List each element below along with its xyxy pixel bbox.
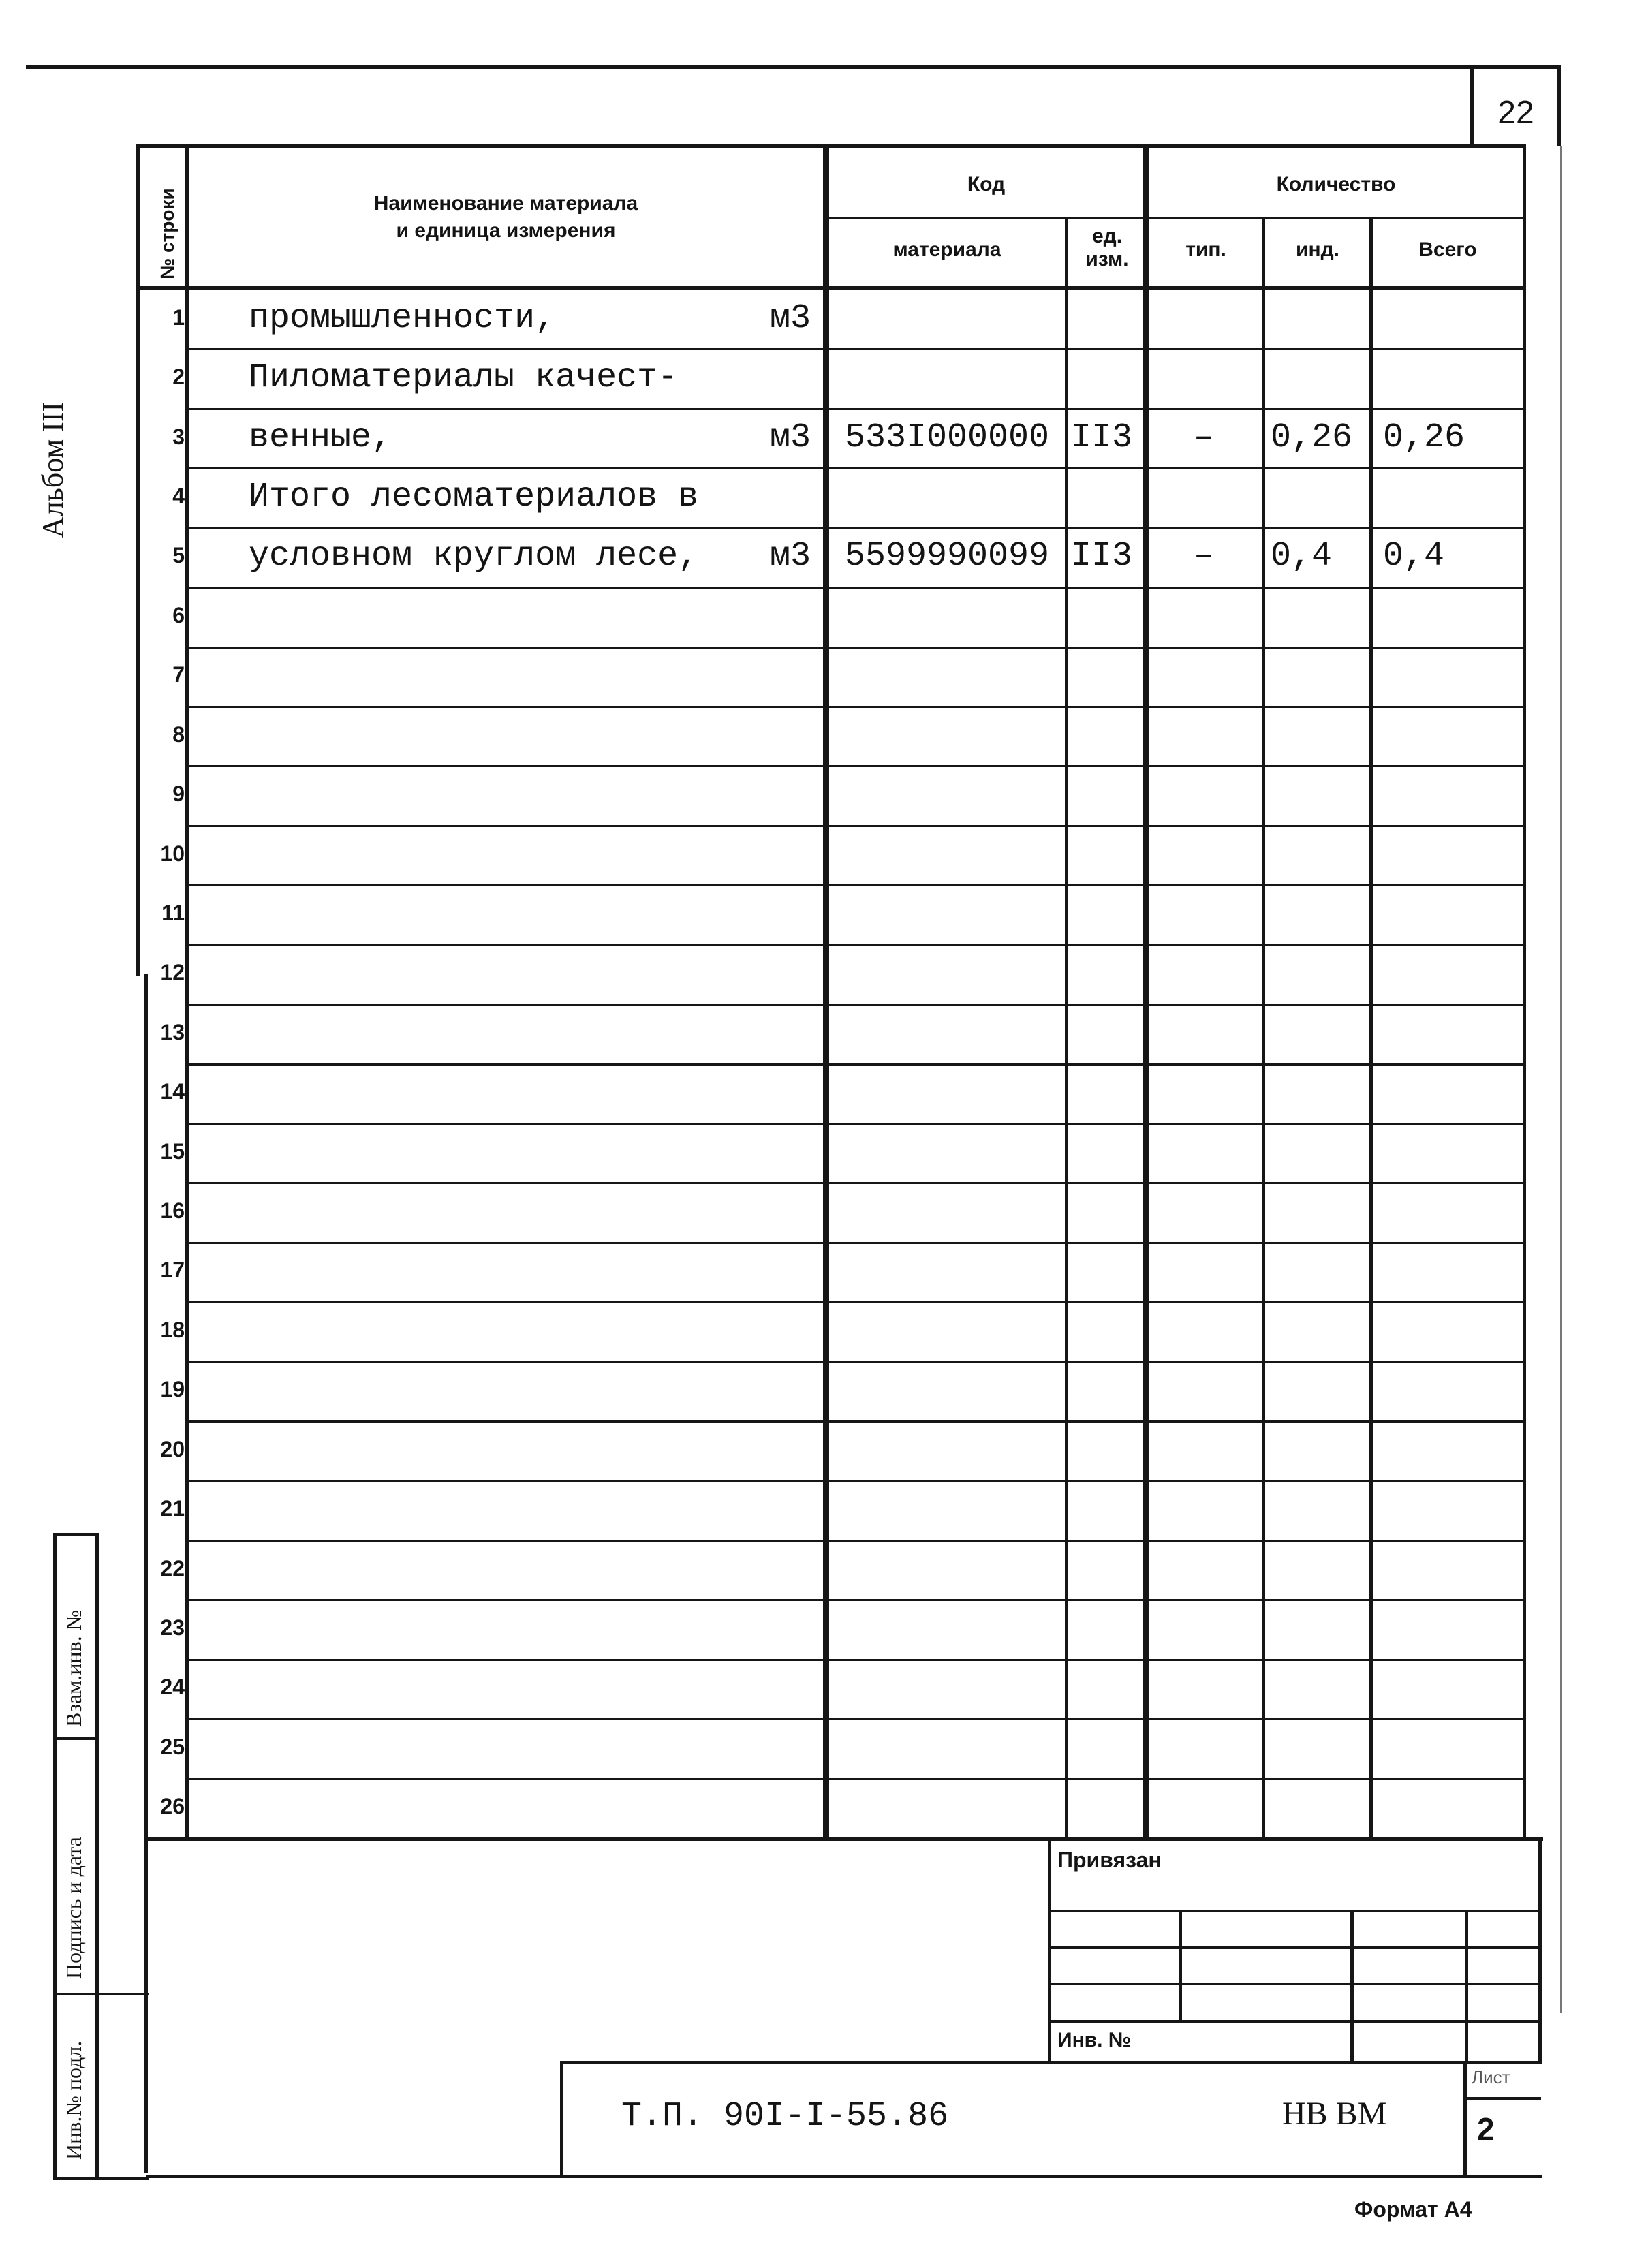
header-qty-typ: тип.: [1185, 238, 1226, 261]
side-stamp-left-edge: [53, 1533, 57, 2180]
row-number: 4: [172, 484, 185, 508]
row-unit: м3: [770, 299, 811, 338]
header-bottom-rule: [136, 286, 1526, 290]
header-mid-rule: [826, 217, 1526, 219]
row-rule: [187, 1004, 1525, 1006]
sheet-label: Лист: [1472, 2067, 1510, 2087]
row-rule: [187, 944, 1525, 946]
code-qty-divider: [1143, 144, 1149, 1839]
privyazan-col-2: [1350, 1910, 1354, 2063]
row-unit: м3: [770, 418, 811, 457]
header-name-line2: и единица измерения: [396, 219, 616, 242]
row-number: 8: [172, 722, 185, 747]
row-rule: [187, 1123, 1525, 1125]
row-rule: [187, 467, 1525, 469]
row-rule: [187, 1540, 1525, 1542]
row-rule: [187, 1182, 1525, 1184]
row-name: промышленности,: [249, 299, 556, 338]
row-qty-total: 0,4: [1383, 537, 1445, 576]
row-number: 16: [160, 1198, 185, 1223]
row-number: 26: [160, 1794, 185, 1818]
designation-code: НВ ВМ: [1282, 2096, 1387, 2132]
right-margin-edge: [1560, 146, 1562, 2013]
page-number-box-left: [1470, 65, 1474, 146]
row-unit: м3: [770, 537, 811, 576]
designation-left: [560, 2061, 563, 2178]
row-unit-code: II3: [1071, 537, 1133, 576]
row-rule: [187, 884, 1525, 886]
row-qty-typ: –: [1194, 418, 1215, 457]
row-number: 18: [160, 1318, 185, 1342]
code-unit-divider: [1065, 217, 1068, 1839]
row-rule: [187, 1599, 1525, 1601]
row-qty-ind: 0,4: [1271, 537, 1333, 576]
side-stamp-top: [53, 1533, 99, 1536]
right-edge: [1523, 144, 1526, 1841]
header-code-material: материала: [892, 238, 1001, 261]
sheet-number: 2: [1477, 2111, 1495, 2147]
row-number: 21: [160, 1496, 185, 1521]
header-code: Код: [967, 173, 1006, 196]
privyazan-right-edge: [1538, 1839, 1542, 2064]
inv-no-label: Инв. №: [1057, 2029, 1132, 2051]
ind-total-divider: [1369, 217, 1373, 1839]
row-number: 13: [160, 1020, 185, 1044]
row-name: венные,: [249, 418, 392, 457]
row-qty-ind: 0,26: [1271, 418, 1353, 457]
name-code-divider: [823, 144, 829, 1839]
row-number: 19: [160, 1377, 185, 1401]
table-top-border: [136, 144, 1526, 148]
row-number: 23: [160, 1615, 185, 1640]
row-number: 9: [172, 781, 185, 806]
row-number: 20: [160, 1437, 185, 1461]
row-rule: [187, 1361, 1525, 1363]
header-row-no: № строки: [157, 188, 178, 279]
side-stamp-right-edge: [95, 1533, 99, 2180]
privyazan-col-1: [1179, 1910, 1182, 2020]
format-label: Формат А4: [1354, 2197, 1472, 2222]
row-rule: [187, 706, 1525, 708]
privyazan-label: Привязан: [1057, 1848, 1162, 1872]
sheet-label-rule: [1465, 2097, 1541, 2100]
row-number: 10: [160, 841, 185, 866]
row-number: 22: [160, 1556, 185, 1581]
row-number: 1: [172, 305, 185, 330]
row-code: 533I000000: [845, 418, 1050, 457]
designation-bottom: [146, 2175, 1542, 2178]
row-rule: [187, 1420, 1525, 1423]
row-rule: [187, 1301, 1525, 1303]
typ-ind-divider: [1262, 217, 1265, 1839]
row-rule: [187, 348, 1525, 350]
side-stamp-sep1: [53, 1737, 99, 1740]
row-number: 12: [160, 960, 185, 984]
row-code: 5599990099: [845, 537, 1050, 576]
stamp-podpis-data: Подпись и дата: [61, 1837, 86, 1979]
privyazan-col-3: [1465, 1910, 1468, 2063]
row-number: 14: [160, 1079, 185, 1104]
row-number: 2: [172, 364, 185, 389]
row-number: 11: [161, 901, 185, 925]
row-number: 17: [160, 1258, 185, 1282]
row-rule: [187, 408, 1525, 410]
header-qty-total: Всего: [1418, 238, 1477, 261]
row-rule: [187, 1063, 1525, 1066]
row-number: 5: [172, 543, 185, 568]
row-rule: [187, 587, 1525, 589]
row-name: условном круглом лесе,: [249, 537, 699, 576]
row-rule: [187, 647, 1525, 649]
header-qty-ind: инд.: [1296, 238, 1339, 261]
row-number: 7: [172, 662, 185, 687]
privyazan-left-edge: [1048, 1839, 1051, 2064]
row-rule: [187, 1718, 1525, 1720]
header-code-unit: ед. изм.: [1085, 225, 1129, 270]
table-bottom-rule: [146, 1837, 1543, 1841]
album-label: Альбом III: [36, 401, 69, 538]
row-name: Итого лесоматериалов в: [249, 478, 699, 516]
top-rule: [26, 65, 1559, 69]
designation-top: [560, 2061, 1541, 2064]
sheet-divider: [1463, 2061, 1467, 2177]
side-stamp-bottom: [53, 2177, 149, 2180]
row-number: 6: [172, 603, 185, 627]
header-quantity: Количество: [1276, 173, 1396, 196]
row-unit-code: II3: [1071, 418, 1133, 457]
row-rule: [187, 1659, 1525, 1661]
rownum-divider: [185, 144, 189, 1839]
row-rule: [187, 1480, 1525, 1482]
row-number: 15: [160, 1139, 185, 1164]
row-name: Пиломатериалы качест-: [249, 358, 679, 397]
row-number: 3: [172, 424, 185, 449]
row-qty-typ: –: [1194, 537, 1215, 576]
designation: Т.П. 90I-I-55.86: [621, 2097, 949, 2136]
row-rule: [187, 765, 1525, 767]
stamp-vzam-inv: Взам.инв. №: [61, 1609, 86, 1727]
header-name-line1: Наименование материала: [373, 192, 638, 215]
row-qty-total: 0,26: [1383, 418, 1465, 457]
page-number-box-right: [1557, 65, 1561, 146]
row-rule: [187, 1242, 1525, 1244]
row-number: 25: [160, 1735, 185, 1759]
stamp-inv-podl: Инв.№ подл.: [61, 2040, 86, 2160]
row-rule: [187, 825, 1525, 827]
row-rule: [187, 1778, 1525, 1780]
side-stamp-sep2: [53, 1993, 149, 1995]
row-number: 24: [160, 1675, 185, 1699]
row-rule: [187, 527, 1525, 529]
page-number: 22: [1497, 95, 1534, 131]
